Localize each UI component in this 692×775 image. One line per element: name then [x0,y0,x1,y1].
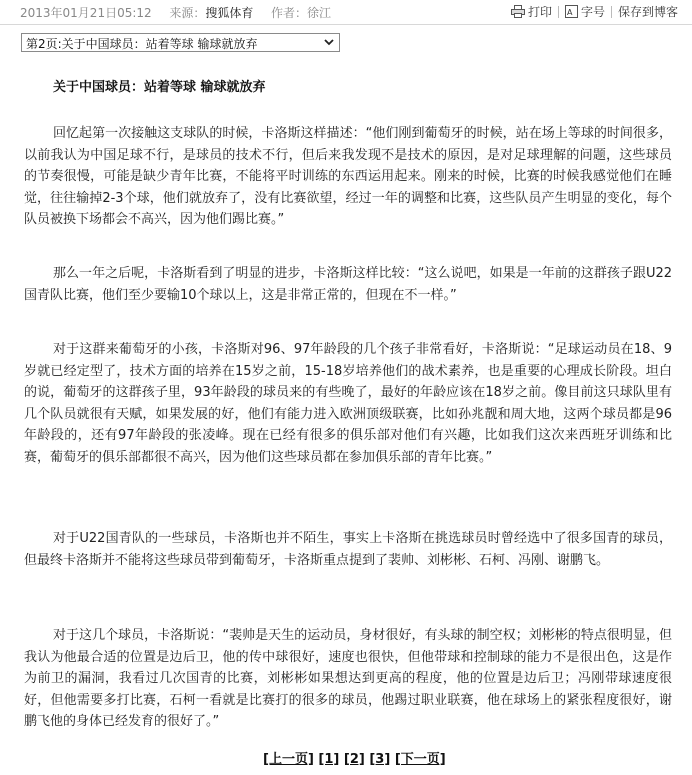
pagination [263,748,446,767]
author-label: 作者： [271,6,308,20]
page-1-link[interactable]: [1] [318,752,340,767]
save-to-blog-label: 保存到博客 [617,5,678,20]
toolbar-divider [611,6,612,18]
toolbar-divider [558,6,559,18]
article-paragraph: 对于这群来葡萄牙的小孩，卡洛斯对96、97年龄段的几个孩子非常看好，卡洛斯说：“足球运动员在18、9岁就已经定型了，技术方面的培养在15岁之前，15-18岁培养他们的战术素养，也是重要的心理成长阶段。坦白的说，葡萄牙的这群孩子里，93年龄段的球员来的有些晚了，最好的年龄应该在18岁之前。像目前这只球队里有几个队员就很有天赋，如果发展的好，他们有能力进入欧洲顶级联赛，比如孙兆靓和周大地，这两个球员都是96年龄段的，还有97年龄段的张凌峰。现在已经有很多的俱乐部对他们有兴趣，比如我们这次来西班牙训练和比赛，葡萄牙的俱乐部都很不高兴，因为他们这些球员都在参加俱乐部的青年比赛。” [24,342,672,465]
font-size-button[interactable] [565,3,605,21]
chevron-down-icon [324,36,334,51]
article-toolbar [511,3,678,21]
page-select-dropdown[interactable] [21,33,340,52]
article-meta-info [20,4,331,21]
article-paragraph: 对于U22国青队的一些球员，卡洛斯也并不陌生，事实上卡洛斯在挑选球员时曾经选中了很多国青的球员，但最终卡洛斯并不能将这些球员带到葡萄牙，卡洛斯重点提到了裴帅、刘彬彬、石柯、冯刚、谢鹏飞。 [24,531,672,568]
source-name: 搜狐体育 [205,6,254,20]
print-label: 打印 [527,5,552,19]
prev-page-link[interactable]: [上一页] [263,752,314,767]
printer-icon [511,5,525,21]
font-size-icon [565,5,578,21]
next-page-link[interactable]: [下一页] [394,752,446,767]
page-2-link[interactable]: [2] [343,752,365,767]
save-to-blog-link[interactable] [618,3,678,20]
article-title: 关于中国球员：站着等球 输球就放弃 [53,80,266,95]
svg-text:A: A [566,7,573,17]
source-label: 来源： [169,6,206,20]
article-paragraph: 对于这几个球员，卡洛斯说：“裴帅是天生的运动员，身材很好，有头球的制空权；刘彬彬的特点很明显，但我认为他最合适的位置是边后卫，他的传中球很好，速度也很快，但他带球和控制球的能力不是很出色，这是作为前卫的漏洞，我看过几次国青的比赛，刘彬彬如果想达到更高的程度，他的位置是边后卫；冯刚带球速度很好，但他需要多打比赛，石柯一看就是比赛打的很多的球员，他踢过职业联赛，他在球场上的紧张程度很好，谢鹏飞他的身体已经发育的很好了。” [24,628,672,729]
page-select-value: 第2页:关于中国球员：站着等球 输球就放弃 [26,37,258,51]
font-size-label: 字号 [580,5,605,19]
author-name: 徐江 [307,6,332,20]
article-meta-bar [0,0,692,25]
page-3-link[interactable]: [3] [369,752,391,767]
print-button[interactable] [511,3,552,21]
publish-datetime: 2013年01月21日05:12 [20,6,152,20]
article-paragraph: 回忆起第一次接触这支球队的时候，卡洛斯这样描述：“他们刚到葡萄牙的时候，站在场上等球的时间很多，以前我认为中国足球不行，是球员的技术不行，但后来我发现不是技术的原因，是对足球理解的问题，这些球员的节奏很慢，可能是缺少青年比赛，不能将平时训练的东西运用起来。刚来的时候，比赛的时候我感觉他们在睡觉，往往输掉2-3个球，他们就放弃了，没有比赛欲望，经过一年的调整和比赛，这些队员产生明显的变化，每个队员被换下场都会不高兴，因为他们踢比赛。” [24,126,672,227]
article-paragraph: 那么一年之后呢，卡洛斯看到了明显的进步，卡洛斯这样比较：“这么说吧，如果是一年前的这群孩子跟U22国青队比赛，他们至少要输10个球以上，这是非常正常的，但现在不一样。” [24,266,672,303]
